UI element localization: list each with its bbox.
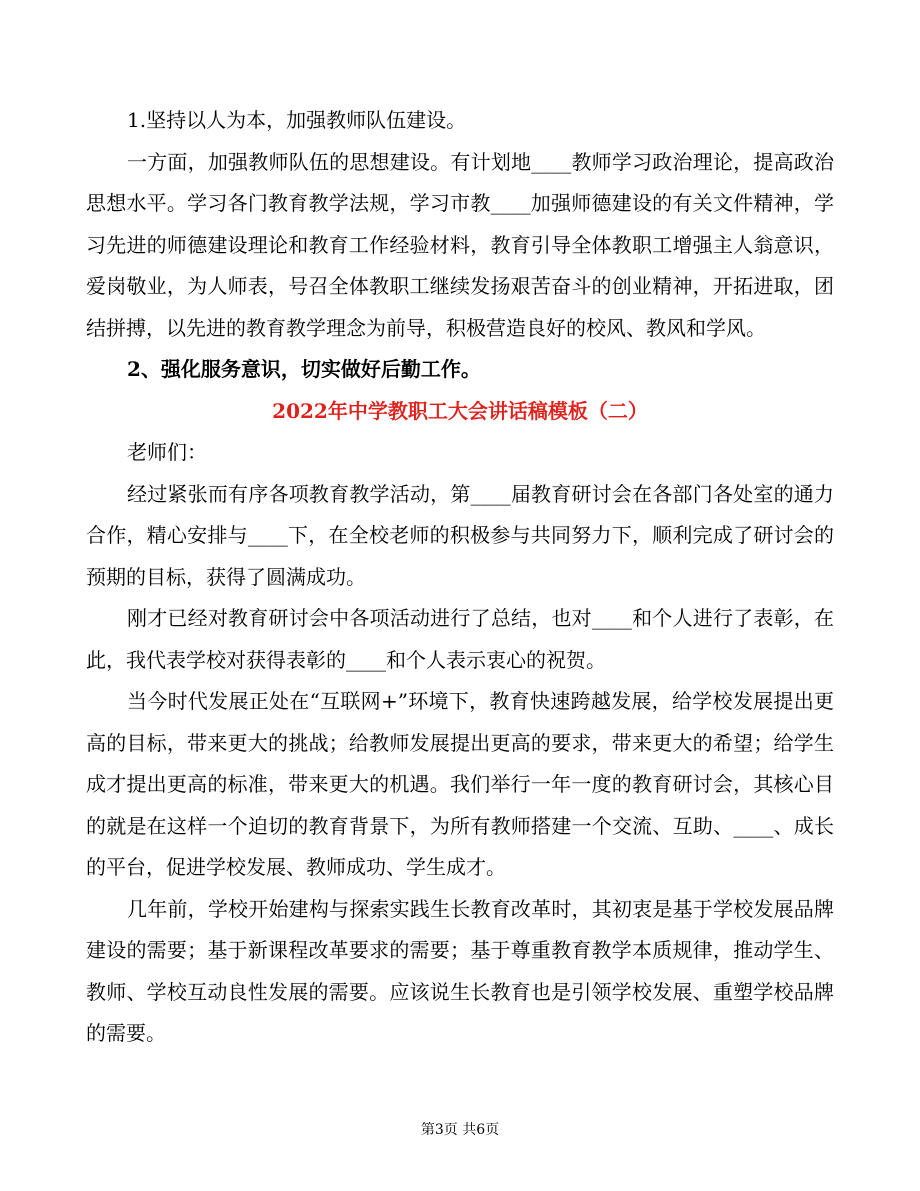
paragraph-teacher-team: 一方面，加强教师队伍的思想建设。有计划地____教师学习政治理论，提高政治思想水平。学习各门教育教学法规，学习市教____加强师德建设的有关文件精神，学习先进的师德建设理论和教育工作经验材料，教育引导全体教职工增强主人翁意识，爱岗敬业，为人师表，号召全体教职工继续发扬艰苦奋斗的创业精神，开拓进取，团结拼搏，以先进的教育教学理念为前导，积极营造良好的校风、教风和学风。: [86, 149, 834, 340]
paragraph-commendation: 刚才已经对教育研讨会中各项活动进行了总结，也对____和个人进行了表彰，在此，我代表学校对获得表彰的____和个人表示衷心的祝贺。: [86, 606, 834, 672]
section-heading-1: 1.坚持以人为本，加强教师队伍建设。: [127, 108, 467, 132]
salutation: 老师们：: [127, 440, 207, 464]
document-body: [86, 100, 834, 1055]
document-title: 2022年中学教职工大会讲话稿模板（二）: [272, 398, 648, 423]
page-footer: 第3页 共6页: [420, 1122, 500, 1138]
paragraph-growth-education: 几年前，学校开始建构与探索实践生长教育改革时，其初衷是基于学校发展品牌建设的需要；基于新课程改革要求的需要；基于尊重教育教学本质规律，推动学生、教师、学校互动良性发展的需要。应该说生长教育也是引领学校发展、重塑学校品牌的需要。: [86, 896, 834, 1045]
paragraph-seminar-summary: 经过紧张而有序各项教育教学活动，第____届教育研讨会在各部门各处室的通力合作，精心安排与____下，在全校老师的积极参与共同努力下，顺利完成了研讨会的预期的目标，获得了圆满成功。: [86, 481, 834, 589]
section-heading-2: 2、强化服务意识，切实做好后勤工作。: [127, 357, 481, 381]
paragraph-internet-era: 当今时代发展正处在“互联网+”环境下，教育快速跨越发展，给学校发展提出更高的目标，带来更大的挑战；给教师发展提出更高的要求，带来更大的希望；给学生成才提出更高的标准，带来更大的机遇。我们举行一年一度的教育研讨会，其核心目的就是在这样一个迫切的教育背景下，为所有教师搭建一个交流、互助、____、成长的平台，促进学校发展、教师成功、学生成才。: [86, 689, 834, 879]
